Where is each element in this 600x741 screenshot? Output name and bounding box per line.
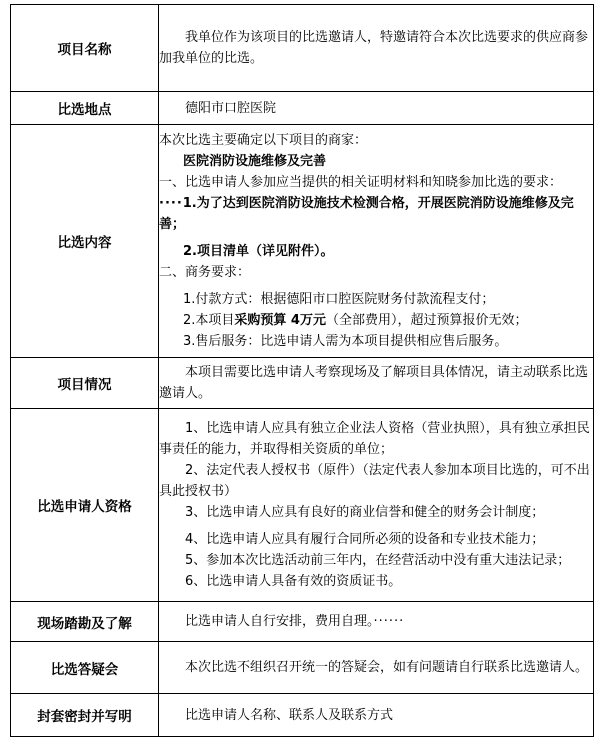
label-situation: 项目情况 <box>11 358 159 409</box>
business-req-2-a: 2.本项目 <box>183 313 235 328</box>
content-intro: 本次比选主要确定以下项目的商家： <box>159 133 368 148</box>
value-qa <box>159 642 594 694</box>
label-sealing: 封套密封并写明 <box>11 694 159 737</box>
value-location <box>159 92 594 125</box>
business-req-1: 1.付款方式：根据德阳市口腔医院财务付款流程支付； <box>183 292 495 307</box>
sealing-text: 比选申请人名称、联系人及联系方式 <box>185 707 394 723</box>
label-project-name: 项目名称 <box>11 5 159 92</box>
row-situation <box>11 358 594 409</box>
row-qualification <box>11 409 594 602</box>
value-content <box>159 125 594 358</box>
row-site-visit <box>11 602 594 642</box>
label-content: 比选内容 <box>11 125 159 358</box>
content-section-2: 二、商务要求： <box>159 265 251 280</box>
value-project-name <box>159 5 594 92</box>
row-sealing <box>11 694 594 737</box>
qualification-item-1: 1、比选申请人应具有独立企业法人资格（营业执照），具有独立承担民事责任的能力，并取得相关资质的单位； <box>159 421 590 457</box>
content-project-title: 医院消防设施维修及完善 <box>183 154 327 169</box>
label-location: 比选地点 <box>11 92 159 125</box>
qa-text: 本次比选不组织召开统一的答疑会，如有问题请自行联系比选邀请人。 <box>185 660 589 675</box>
content-item-1-dots: ···· <box>159 196 183 211</box>
site-visit-text <box>159 611 593 632</box>
row-project-name <box>11 5 594 92</box>
content-section-1: 一、比选申请人参加应当提供的相关证明材料和知晓参加比选的要求： <box>159 175 563 190</box>
qualification-item-3: 3、比选申请人应具有良好的商业信誉和健全的财务会计制度； <box>185 505 545 520</box>
value-sealing <box>159 694 594 737</box>
situation-text: 本项目需要比选申请人考察现场及了解项目具体情况，请主动联系比选邀请人。 <box>159 365 589 401</box>
qualification-item-5: 5、参加本次比选活动前三年内，在经营活动中没有重大违法记录； <box>185 553 571 568</box>
site-visit-dots: ······ <box>373 614 405 629</box>
label-site-visit: 现场踏勘及了解 <box>11 602 159 642</box>
content-item-1-text: 1.为了达到医院消防设施技术检测合格，开展医院消防设施维修及完善； <box>159 196 574 232</box>
business-req-2 <box>159 310 593 331</box>
value-site-visit <box>159 602 594 642</box>
procurement-info-table <box>10 4 594 737</box>
label-qa: 比选答疑会 <box>11 642 159 694</box>
value-qualification <box>159 409 594 602</box>
row-content <box>11 125 594 358</box>
project-name-text: 我单位作为该项目的比选邀请人，特邀请符合本次比选要求的供应商参加我单位的比选。 <box>159 30 589 66</box>
label-qualification: 比选申请人资格 <box>11 409 159 602</box>
site-visit-main: 比选申请人自行安排，费用自理。 <box>185 614 374 629</box>
business-req-2-budget: 采购预算 4万元 <box>234 313 326 328</box>
business-req-2-c: （全部费用），超过预算报价无效； <box>325 313 528 328</box>
qualification-item-2: 2、法定代表人授权书（原件）（法定代表人参加本项目比选的，可不出具此授权书） <box>159 463 590 499</box>
row-location <box>11 92 594 125</box>
qualification-item-4: 4、比选申请人应具有履行合同所必须的设备和专业技术能力； <box>185 532 545 547</box>
value-situation <box>159 358 594 409</box>
qualification-item-6: 6、比选申请人具备有效的资质证书。 <box>185 574 402 589</box>
content-item-2: 2.项目清单（详见附件）。 <box>183 244 334 259</box>
business-req-3: 3.售后服务：比选申请人需为本项目提供相应售后服务。 <box>183 334 508 349</box>
content-item-1 <box>159 193 593 235</box>
location-text: 德阳市口腔医院 <box>185 100 277 116</box>
row-qa <box>11 642 594 694</box>
